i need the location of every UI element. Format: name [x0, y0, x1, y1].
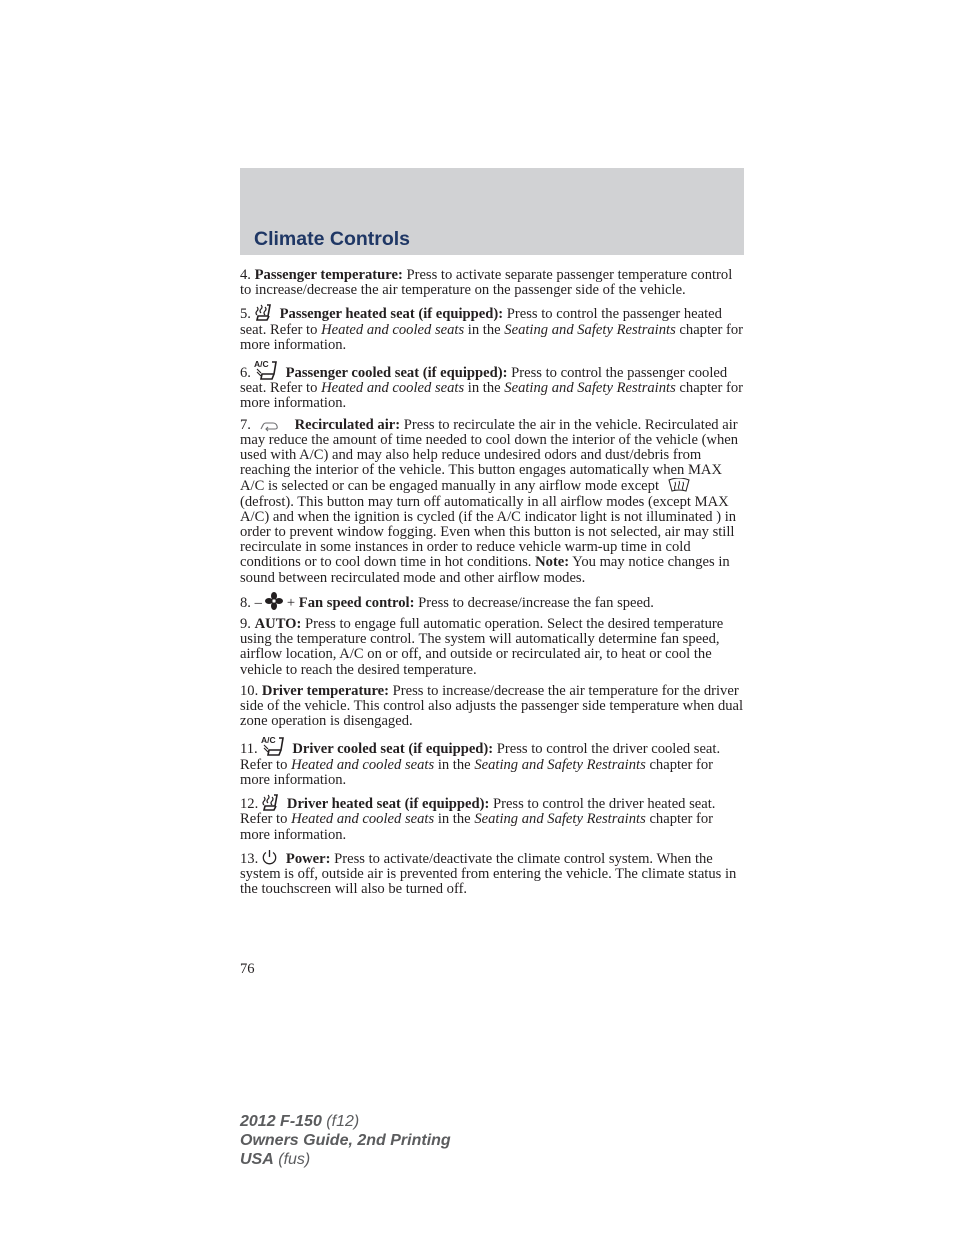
list-item-8: 8. – + Fan speed control: Press to decrease/increase the fan speed. [240, 592, 744, 611]
svg-text:A/C: A/C [260, 735, 276, 746]
defrost-icon [667, 478, 691, 493]
list-item-9: 9. AUTO: Press to engage full automatic operation. Select the desired temperature using the temperature control. The system will automatically determine fan speed, airflow location, A/C on or off, and outside or recirculated air, to heat or cool the vehicle to reach the desired temperature. [240, 616, 724, 678]
list-item-4: 4. Passenger temperature: Press to activate separate passenger temperature control to increase/decrease the air temperature on the passenger side of the vehicle. [240, 267, 733, 299]
list-item-7: 7. Recirculated air: Press to recirculate the air in the vehicle. Recirculated air may reduce the amount of time needed to cool down the interior of the vehicle (when used with A/C) and may also help reduce undesired odors and dust/debris from reaching the interior of the vehicle. This button engages automatically when MAX A/C is selected or can be engaged manually in any airflow mode except (defrost). This button may turn off automatically in all airflow modes (except MAX A/C) and when the ignition is cycled (if the A/C indicator light is not illuminated ) in order to prevent window fogging. Even when this button is not selected, air may still recirculate in some instances in order to reduce vehicle warm-up time in cold conditions or to cool down time in hot conditions. Note: You may notice changes in sound between recirculated mode and other airflow modes. [240, 416, 739, 586]
list-item-6: 6. A/C Passenger cooled seat (if equipped): Press to control the passenger cooled seat. Refer to Heated and cooled seats in the Seating and Safety Restraints chapter for more information. [240, 359, 744, 412]
cooled-seat-icon [254, 359, 278, 380]
item-title: Driver temperature: [261, 682, 390, 699]
list-item-13: 13. Power: Press to activate/deactivate the climate control system. When the system is off, outside air is prevented from entering the vehicle. The climate status in the touchscreen will also be turned off. [240, 850, 737, 898]
item-title: Passenger cooled seat (if equipped): [285, 365, 508, 382]
heated-seat-icon [261, 794, 279, 811]
page-content [240, 268, 744, 903]
power-icon [261, 849, 278, 866]
cooled-seat-icon [261, 735, 285, 756]
item-title: Fan speed control: [298, 594, 415, 611]
item-title: Driver cooled seat (if equipped): [292, 741, 494, 758]
item-title: AUTO: [254, 616, 302, 633]
list-item-5: 5. Passenger heated seat (if equipped): Press to control the passenger heated seat. Refer to Heated and cooled seats in the Seating and Safety Restraints chapter for more information. [240, 306, 744, 353]
section-header-band [240, 168, 744, 255]
recirculate-icon [259, 420, 281, 432]
item-title: Power: [285, 850, 331, 867]
fan-icon [265, 592, 283, 610]
item-title: Recirculated air: [294, 416, 401, 433]
footer-line-market: USA (fus) [240, 1151, 311, 1168]
page-number: 76 [240, 961, 255, 977]
list-item-12: 12. Driver heated seat (if equipped): Press to control the driver heated seat. Refer to Heated and cooled seats in the Seating and Safety Restraints chapter for more information. [240, 796, 716, 843]
footer [240, 1112, 451, 1169]
svg-text:A/C: A/C [253, 359, 269, 370]
item-title: Driver heated seat (if equipped): [286, 796, 490, 813]
item-title: Passenger temperature: [254, 267, 403, 283]
footer-line-model: 2012 F-150 (f12) [240, 1113, 360, 1130]
item-title: Passenger heated seat (if equipped): [279, 306, 504, 323]
list-item-11: 11. A/C Driver cooled seat (if equipped): Press to control the driver cooled seat. Refer to Heated and cooled seats in the Seating and Safety Restraints chapter for more information. [240, 735, 721, 788]
list-item-10: 10. Driver temperature: Press to increase/decrease the air temperature for the driver side of the vehicle. This control also adjusts the passenger side temperature when dual zone operation is disengaged. [240, 682, 744, 730]
heated-seat-icon [254, 304, 272, 321]
section-title: Climate Controls [254, 228, 411, 250]
footer-line-guide: Owners Guide, 2nd Printing [240, 1132, 451, 1149]
